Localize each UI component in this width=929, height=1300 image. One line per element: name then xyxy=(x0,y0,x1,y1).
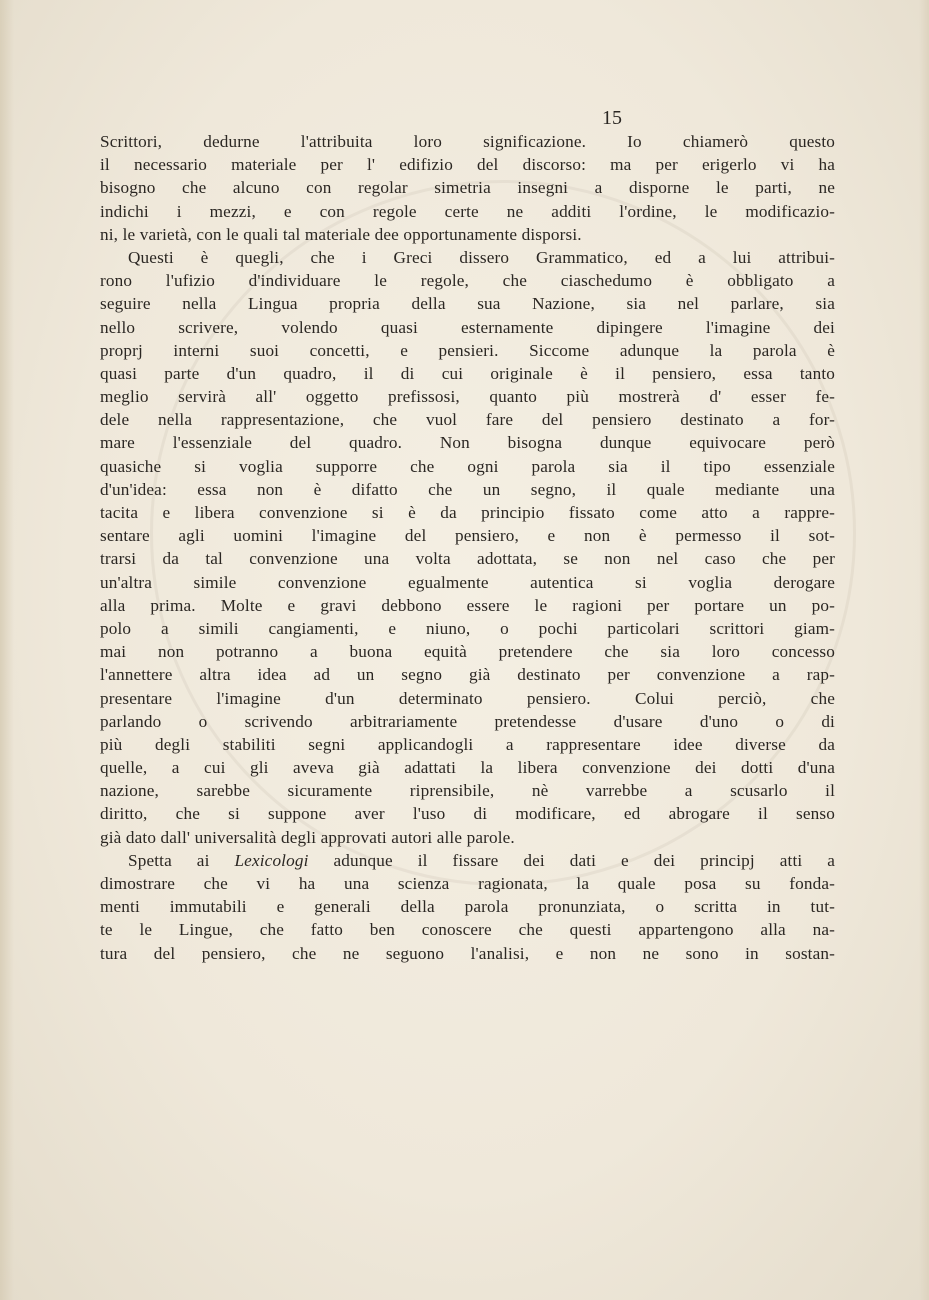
page-number: 15 xyxy=(602,107,622,129)
text-line: sentare agli uomini l'imagine del pensiero, e non è permesso il sot- xyxy=(100,526,835,546)
text-line: Scrittori, dedurne l'attribuita loro significazione. Io chiamerò questo xyxy=(100,132,835,151)
text-fragment: adunque il fissare dei dati e dei principj atti a xyxy=(333,850,836,870)
text-line: dimostrare che vi ha una scienza ragionata, la quale posa su fonda- xyxy=(100,874,835,893)
text-line: bisogno che alcuno con regolar simetria insegni a disporne le parti, ne xyxy=(100,178,835,198)
text-line: alla prima. Molte e gravi debbono essere le ragioni per portare un po- xyxy=(100,595,835,615)
text-line: nello scrivere, volendo quasi esternamente dipingere l'imagine dei xyxy=(100,317,835,337)
text-line: proprj interni suoi concetti, e pensieri. Siccome adunque la parola è xyxy=(100,340,835,360)
text-line: te le Lingue, che fatto ben conoscere che questi appartengono alla na- xyxy=(100,920,835,940)
text-line: tacita e libera convenzione si è da principio fissato come atto a rappre- xyxy=(100,503,835,522)
text-line: l'annettere altra idea ad un segno già destinato per convenzione a rap- xyxy=(100,665,835,685)
text-line: presentare l'imagine d'un determinato pensiero. Colui perciò, che xyxy=(100,688,835,708)
text-line: mare l'essenziale del quadro. Non bisogna dunque equivocare però xyxy=(100,433,835,453)
italic-term: Lexicologi xyxy=(234,850,309,870)
text-line-mixed xyxy=(100,849,835,872)
text-line: dele nella rappresentazione, che vuol fare del pensiero destinato a for- xyxy=(100,410,835,430)
text-line: trarsi da tal convenzione una volta adottata, se non nel caso che per xyxy=(100,549,835,569)
text-line: mai non potranno a buona equità pretendere che sia loro concesso xyxy=(100,642,835,662)
text-line: quelle, a cui gli aveva già adattati la libera convenzione dei dotti d'una xyxy=(100,758,835,778)
text-line: seguire nella Lingua propria della sua Nazione, sia nel parlare, sia xyxy=(100,294,835,314)
text-line: ni, le varietà, con le quali tal materiale dee opportunamente disporsi. xyxy=(100,224,582,244)
text-line: rono l'ufizio d'individuare le regole, che ciaschedumo è obbligato a xyxy=(100,271,835,291)
text-line: già dato dall' universalità degli approvati autori alle parole. xyxy=(100,827,515,847)
text-line: quasiche si voglia supporre che ogni parola sia il tipo essenziale xyxy=(100,456,835,476)
text-line: quasi parte d'un quadro, il di cui originale è il pensiero, essa tanto xyxy=(100,363,835,383)
text-line: diritto, che si suppone aver l'uso di modificare, ed abrogare il senso xyxy=(100,804,835,824)
text-line: il necessario materiale per l' edifizio del discorso: ma per erigerlo vi ha xyxy=(100,155,835,175)
text-line: tura del pensiero, che ne seguono l'analisi, e non ne sono in sostan- xyxy=(100,943,835,963)
text-fragment: Spetta ai xyxy=(128,850,210,870)
text-line: più degli stabiliti segni applicandogli a rappresentare idee diverse da xyxy=(100,734,835,754)
text-line: Questi è quegli, che i Greci dissero Grammatico, ed a lui attribui- xyxy=(128,247,835,267)
text-line: meglio servirà all' oggetto prefissosi, quanto più mostrerà d' esser fe- xyxy=(100,387,835,407)
page-edge-shadow-left xyxy=(0,0,14,1300)
text-line: indichi i mezzi, e con regole certe ne additi l'ordine, le modificazio- xyxy=(100,201,835,221)
text-line: polo a simili cangiamenti, e niuno, o pochi particolari scrittori giam- xyxy=(100,618,835,638)
page-edge-shadow-right xyxy=(919,0,929,1300)
text-line: menti immutabili e generali della parola pronunziata, o scritta in tut- xyxy=(100,897,835,917)
text-line: parlando o scrivendo arbitrariamente pretendesse d'usare d'uno o di xyxy=(100,711,835,731)
body-text xyxy=(100,130,835,965)
text-line: d'un'idea: essa non è difatto che un segno, il quale mediante una xyxy=(100,479,835,499)
text-line: nazione, sarebbe sicuramente riprensibile, nè varrebbe a scusarlo il xyxy=(100,781,835,801)
text-line: un'altra simile convenzione egualmente autentica si voglia derogare xyxy=(100,572,835,592)
